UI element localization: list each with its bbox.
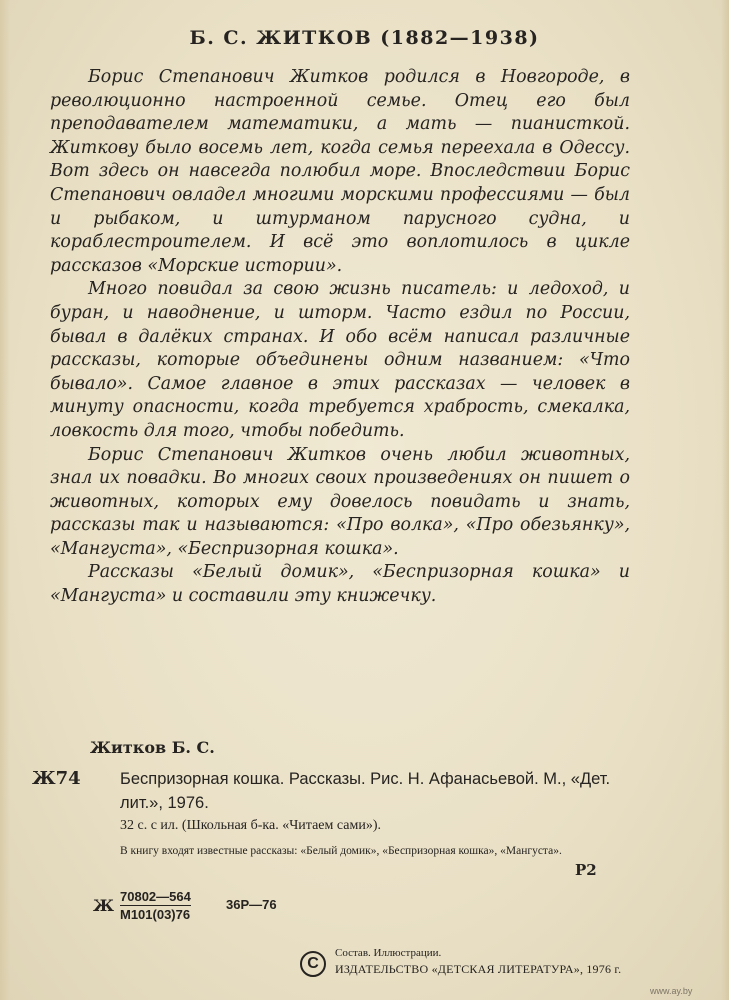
copyright-line-1: Состав. Иллюстрации. xyxy=(335,947,442,959)
catalog-code: Ж74 xyxy=(32,768,81,789)
copyright-line-2: ИЗДАТЕЛЬСТВО «ДЕТСКАЯ ЛИТЕРАТУРА», 1976 г. xyxy=(335,962,622,976)
class-mark: Р2 xyxy=(575,861,597,879)
index-denominator: М101(03)76 xyxy=(120,907,191,922)
watermark: www.ay.by xyxy=(650,986,693,996)
copyright-icon: C xyxy=(300,951,326,977)
bio-paragraph: Много повидал за свою жизнь писатель: и ледоход, и буран, и наводнение, и шторм. Часто ездил по России, бывал в далёких странах. И обо всём написал различные рассказы, которые объединены одним названием: «Что бывало». Самое главное в этих рассказах — человек в минуту опасности, когда требуется храбрость, смекалка, ловкость для того, чтобы победить. xyxy=(50,279,630,441)
bio-paragraph: Борис Степанович Житков родился в Новгороде, в революционно настроенной семье. Отец его был преподавателем математики, а мать — пианисткой. Житкову было восемь лет, когда семья переехала в Одессу. Вот здесь он навсегда полюбил море. Впоследствии Борис Степанович овладел многими морскими профессиями — был и рыбаком, и штурманом парусного судна, и кораблестроителем. И всё это воплотилось в цикле рассказов «Морские истории». xyxy=(50,67,630,276)
catalog-annotation: В книгу входят известные рассказы: «Белый домик», «Беспризорная кошка», «Мангуста». xyxy=(120,845,562,857)
index-numerator: 70802—564 xyxy=(120,889,191,904)
catalog-title-line: Беспризорная кошка. Рассказы. Рис. Н. Афанасьевой. М., «Дет. лит.», 1976. xyxy=(120,770,611,812)
index-code: 36Р—76 xyxy=(226,897,277,912)
catalog-author: Житков Б. С. xyxy=(90,738,215,757)
biography-text xyxy=(50,66,630,609)
page-edge-shadow xyxy=(721,0,729,1000)
bio-paragraph: Борис Степанович Житков очень любил животных, знал их повадки. Во многих своих произведениях он пишет о животных, которых ему довелось повидать и знать, рассказы так и называются: «Про волка», «Про обезьянку», «Мангуста», «Беспризорная кошка». xyxy=(50,444,630,559)
catalog-pages-line: 32 с. с ил. (Школьная б-ка. «Читаем сами»). xyxy=(120,818,381,833)
index-letter: Ж xyxy=(93,896,114,915)
page-title: Б. С. ЖИТКОВ (1882—1938) xyxy=(189,27,540,49)
index-fraction xyxy=(120,888,191,923)
page-edge-shadow xyxy=(0,0,10,1000)
bio-paragraph: Рассказы «Белый домик», «Беспризорная кошка» и «Мангуста» и составили эту книжечку. xyxy=(50,562,630,607)
